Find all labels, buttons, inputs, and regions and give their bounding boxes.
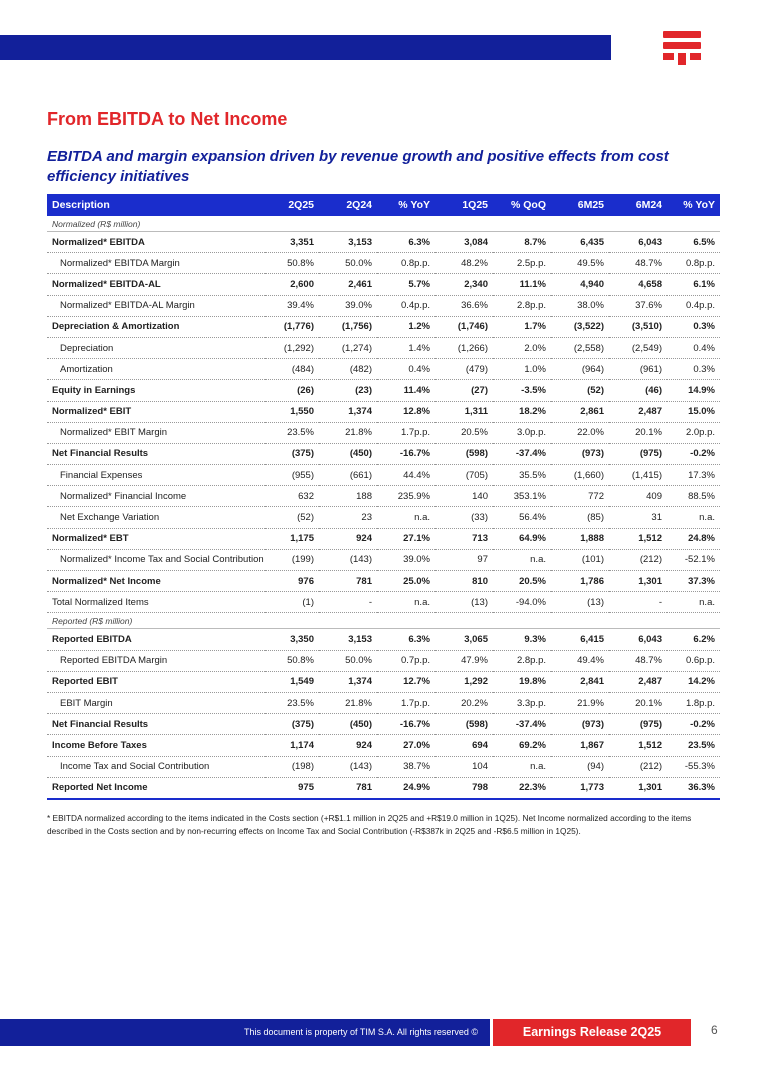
footnote: * EBITDA normalized according to the items indicated in the Costs section (+R$1.1 million in 2Q25 and +R$19.0 million in 1Q25). Net Income normalized according to the items described in the Costs section and by non-recurring effects on Income Tax and Social Contribution (-R$387k in 2Q25 and -R$6.5 million in 1Q25).: [47, 813, 692, 836]
table-cell: 37.3%: [667, 571, 720, 592]
table-cell: 12.7%: [377, 671, 435, 692]
table-cell: (198): [265, 756, 319, 777]
table-cell: (3,510): [609, 316, 667, 337]
table-cell: (1,292): [265, 337, 319, 358]
table-cell: 69.2%: [493, 735, 551, 756]
table-row: [47, 571, 720, 592]
table-cell: (705): [435, 465, 493, 486]
table-cell: 3,351: [265, 232, 319, 253]
table-cell: 1.8p.p.: [667, 692, 720, 713]
table-row: [47, 756, 720, 777]
table-cell: 27.0%: [377, 735, 435, 756]
table-cell: 924: [319, 528, 377, 549]
row-label: Income Before Taxes: [47, 735, 265, 756]
row-label: Normalized* Financial Income: [47, 486, 265, 507]
table-row: [47, 714, 720, 735]
table-cell: 0.7p.p.: [377, 650, 435, 671]
table-cell: 5.7%: [377, 274, 435, 295]
table-cell: (94): [551, 756, 609, 777]
table-cell: 39.0%: [377, 549, 435, 570]
table-row: [47, 232, 720, 253]
table-cell: 924: [319, 735, 377, 756]
column-header: 2Q25: [265, 194, 319, 216]
table-row: [47, 507, 720, 528]
table-cell: 18.2%: [493, 401, 551, 422]
table-cell: 15.0%: [667, 401, 720, 422]
row-label: EBIT Margin: [47, 692, 265, 713]
table-cell: 1,301: [609, 571, 667, 592]
table-cell: 0.3%: [667, 316, 720, 337]
table-cell: (1,415): [609, 465, 667, 486]
table-cell: 49.4%: [551, 650, 609, 671]
table-cell: 38.7%: [377, 756, 435, 777]
row-label: Normalized* Income Tax and Social Contribution: [47, 549, 265, 570]
table-cell: 35.5%: [493, 465, 551, 486]
row-label: Normalized* EBT: [47, 528, 265, 549]
row-label: Normalized* EBITDA-AL: [47, 274, 265, 295]
table-cell: (964): [551, 359, 609, 380]
table-cell: 22.0%: [551, 422, 609, 443]
footer-banner: [0, 1019, 490, 1046]
table-row: [47, 671, 720, 692]
table-row: [47, 274, 720, 295]
table-cell: 25.0%: [377, 571, 435, 592]
table-cell: (482): [319, 359, 377, 380]
table-cell: (23): [319, 380, 377, 401]
table-cell: 3,350: [265, 629, 319, 650]
table-cell: n.a.: [493, 549, 551, 570]
table-cell: -3.5%: [493, 380, 551, 401]
copyright-notice: This document is property of TIM S.A. All rights reserved ©: [243, 1027, 478, 1037]
table-row: [47, 650, 720, 671]
table-cell: 1,549: [265, 671, 319, 692]
table-row: [47, 401, 720, 422]
table-row: [47, 295, 720, 316]
row-label: Normalized* EBIT: [47, 401, 265, 422]
table-row: [47, 528, 720, 549]
row-label: Reported EBIT: [47, 671, 265, 692]
table-cell: (1,776): [265, 316, 319, 337]
row-label: Depreciation: [47, 337, 265, 358]
table-cell: 21.8%: [319, 422, 377, 443]
table-cell: 1,786: [551, 571, 609, 592]
table-cell: 3,065: [435, 629, 493, 650]
table-cell: 47.9%: [435, 650, 493, 671]
table-cell: 31: [609, 507, 667, 528]
table-cell: n.a.: [377, 507, 435, 528]
table-cell: 1,867: [551, 735, 609, 756]
table-cell: 6.3%: [377, 629, 435, 650]
table-cell: -37.4%: [493, 714, 551, 735]
table-cell: (143): [319, 549, 377, 570]
table-cell: (1,756): [319, 316, 377, 337]
row-label: Amortization: [47, 359, 265, 380]
table-cell: 810: [435, 571, 493, 592]
table-cell: (52): [265, 507, 319, 528]
table-cell: (375): [265, 714, 319, 735]
table-cell: n.a.: [493, 756, 551, 777]
table-cell: (598): [435, 714, 493, 735]
row-label: Normalized* EBIT Margin: [47, 422, 265, 443]
column-header: 2Q24: [319, 194, 377, 216]
table-cell: 88.5%: [667, 486, 720, 507]
table-cell: 0.6p.p.: [667, 650, 720, 671]
table-cell: 1,512: [609, 528, 667, 549]
table-row: [47, 629, 720, 650]
table-cell: (975): [609, 443, 667, 464]
row-label: Normalized* EBITDA Margin: [47, 253, 265, 274]
table-cell: 14.2%: [667, 671, 720, 692]
table-cell: (143): [319, 756, 377, 777]
row-label: Normalized* EBITDA-AL Margin: [47, 295, 265, 316]
table-cell: 1.7p.p.: [377, 422, 435, 443]
table-row: [47, 443, 720, 464]
table-row: [47, 486, 720, 507]
table-cell: -52.1%: [667, 549, 720, 570]
table-row: [47, 549, 720, 570]
row-label: Financial Expenses: [47, 465, 265, 486]
row-label: Income Tax and Social Contribution: [47, 756, 265, 777]
table-cell: 48.2%: [435, 253, 493, 274]
table-cell: 1,311: [435, 401, 493, 422]
table-cell: 20.1%: [609, 422, 667, 443]
table-cell: 64.9%: [493, 528, 551, 549]
table-cell: 1.2%: [377, 316, 435, 337]
table-cell: 3,153: [319, 232, 377, 253]
table-cell: (3,522): [551, 316, 609, 337]
table-cell: 0.8p.p.: [667, 253, 720, 274]
table-row: [47, 692, 720, 713]
table-cell: -16.7%: [377, 714, 435, 735]
table-cell: 20.5%: [435, 422, 493, 443]
table-cell: (13): [551, 592, 609, 613]
column-header: 6M24: [609, 194, 667, 216]
table-cell: 23.5%: [667, 735, 720, 756]
table-cell: (33): [435, 507, 493, 528]
page-subtitle: EBITDA and margin expansion driven by revenue growth and positive effects from cost efficiency initiatives: [47, 148, 669, 185]
table-row: [47, 253, 720, 274]
table-cell: 3.0p.p.: [493, 422, 551, 443]
table-cell: 22.3%: [493, 777, 551, 799]
table-cell: 37.6%: [609, 295, 667, 316]
table-cell: 188: [319, 486, 377, 507]
table-cell: (973): [551, 714, 609, 735]
row-label: Normalized* EBITDA: [47, 232, 265, 253]
table-body: [47, 216, 720, 799]
table-cell: 23.5%: [265, 692, 319, 713]
table-cell: 24.8%: [667, 528, 720, 549]
table-cell: 11.1%: [493, 274, 551, 295]
table-cell: (52): [551, 380, 609, 401]
table-cell: 4,940: [551, 274, 609, 295]
table-cell: 23.5%: [265, 422, 319, 443]
table-cell: 781: [319, 777, 377, 799]
table-row: [47, 777, 720, 799]
table-cell: 140: [435, 486, 493, 507]
table-cell: -0.2%: [667, 443, 720, 464]
page-title: From EBITDA to Net Income: [47, 109, 288, 129]
row-label: Normalized* Net Income: [47, 571, 265, 592]
table-cell: (955): [265, 465, 319, 486]
table-cell: (450): [319, 443, 377, 464]
table-cell: (85): [551, 507, 609, 528]
table-cell: 0.3%: [667, 359, 720, 380]
row-label: Equity in Earnings: [47, 380, 265, 401]
table-cell: 2.0p.p.: [667, 422, 720, 443]
table-cell: 976: [265, 571, 319, 592]
table-header: [47, 194, 720, 216]
table-cell: (1,746): [435, 316, 493, 337]
table-cell: 2,487: [609, 401, 667, 422]
table-cell: 20.5%: [493, 571, 551, 592]
table-cell: 3,153: [319, 629, 377, 650]
table-cell: 50.8%: [265, 253, 319, 274]
section-label: Reported (R$ million): [47, 613, 720, 629]
table-row: [47, 422, 720, 443]
table-row: [47, 465, 720, 486]
table-cell: 6.1%: [667, 274, 720, 295]
table-cell: 409: [609, 486, 667, 507]
table-cell: 0.8p.p.: [377, 253, 435, 274]
table-cell: 2,487: [609, 671, 667, 692]
table-cell: 2,861: [551, 401, 609, 422]
table-cell: (1,274): [319, 337, 377, 358]
table-cell: 1,512: [609, 735, 667, 756]
column-header: Description: [47, 194, 265, 216]
table-cell: 20.1%: [609, 692, 667, 713]
column-header: % QoQ: [493, 194, 551, 216]
table-cell: 50.0%: [319, 650, 377, 671]
table-cell: 0.4p.p.: [667, 295, 720, 316]
table-cell: 1,374: [319, 671, 377, 692]
table-cell: 1,174: [265, 735, 319, 756]
section-label: Normalized (R$ million): [47, 216, 720, 232]
table-cell: (450): [319, 714, 377, 735]
table-cell: -16.7%: [377, 443, 435, 464]
table-row: [47, 359, 720, 380]
table-cell: 1,301: [609, 777, 667, 799]
table-cell: 36.3%: [667, 777, 720, 799]
row-label: Depreciation & Amortization: [47, 316, 265, 337]
table-cell: 2,461: [319, 274, 377, 295]
table-cell: (375): [265, 443, 319, 464]
table-cell: 235.9%: [377, 486, 435, 507]
table-cell: 1,550: [265, 401, 319, 422]
table-cell: (13): [435, 592, 493, 613]
table-cell: 3.3p.p.: [493, 692, 551, 713]
table-cell: 17.3%: [667, 465, 720, 486]
table-cell: 694: [435, 735, 493, 756]
table-cell: (2,549): [609, 337, 667, 358]
table-cell: 781: [319, 571, 377, 592]
table-cell: 2,841: [551, 671, 609, 692]
row-label: Net Financial Results: [47, 714, 265, 735]
table-cell: 19.8%: [493, 671, 551, 692]
table-cell: (661): [319, 465, 377, 486]
table-cell: 48.7%: [609, 650, 667, 671]
top-banner: [0, 35, 611, 60]
row-label: Net Exchange Variation: [47, 507, 265, 528]
table-cell: 14.9%: [667, 380, 720, 401]
table-cell: -0.2%: [667, 714, 720, 735]
table-row: [47, 592, 720, 613]
table-cell: -94.0%: [493, 592, 551, 613]
row-label: Reported Net Income: [47, 777, 265, 799]
table-cell: 632: [265, 486, 319, 507]
table-cell: 6.3%: [377, 232, 435, 253]
table-cell: 1,292: [435, 671, 493, 692]
table-cell: 44.4%: [377, 465, 435, 486]
table-cell: 975: [265, 777, 319, 799]
table-cell: 2,340: [435, 274, 493, 295]
table-cell: 3,084: [435, 232, 493, 253]
table-cell: 6,415: [551, 629, 609, 650]
earnings-release-label: Earnings Release 2Q25: [493, 1019, 691, 1046]
table-cell: n.a.: [377, 592, 435, 613]
section-row: [47, 216, 720, 232]
table-cell: (46): [609, 380, 667, 401]
table-cell: 1.7%: [493, 316, 551, 337]
table-row: [47, 337, 720, 358]
table-row: [47, 316, 720, 337]
table-cell: 6,043: [609, 232, 667, 253]
table-cell: (1): [265, 592, 319, 613]
table-cell: 1.0%: [493, 359, 551, 380]
table-cell: (975): [609, 714, 667, 735]
table-cell: (1,266): [435, 337, 493, 358]
table-cell: 2.0%: [493, 337, 551, 358]
table-cell: 50.0%: [319, 253, 377, 274]
table-cell: (961): [609, 359, 667, 380]
table-cell: 353.1%: [493, 486, 551, 507]
section-row: [47, 613, 720, 629]
table-cell: -55.3%: [667, 756, 720, 777]
table-cell: 1,175: [265, 528, 319, 549]
column-header: % YoY: [667, 194, 720, 216]
table-cell: 2.8p.p.: [493, 650, 551, 671]
table-cell: 8.7%: [493, 232, 551, 253]
table-cell: (212): [609, 549, 667, 570]
table-cell: (2,558): [551, 337, 609, 358]
page-number: 6: [711, 1023, 718, 1037]
table-cell: 2,600: [265, 274, 319, 295]
table-cell: n.a.: [667, 507, 720, 528]
row-label: Reported EBITDA Margin: [47, 650, 265, 671]
table-cell: 772: [551, 486, 609, 507]
table-cell: (101): [551, 549, 609, 570]
column-header: 1Q25: [435, 194, 493, 216]
table-cell: 20.2%: [435, 692, 493, 713]
table-cell: n.a.: [667, 592, 720, 613]
column-header: 6M25: [551, 194, 609, 216]
table-cell: 6,043: [609, 629, 667, 650]
table-cell: (598): [435, 443, 493, 464]
column-header: % YoY: [377, 194, 435, 216]
table-cell: 2.5p.p.: [493, 253, 551, 274]
table-cell: -: [609, 592, 667, 613]
table-cell: (484): [265, 359, 319, 380]
table-row: [47, 380, 720, 401]
table-cell: 104: [435, 756, 493, 777]
table-cell: 23: [319, 507, 377, 528]
table-cell: 798: [435, 777, 493, 799]
table-cell: 27.1%: [377, 528, 435, 549]
table-cell: 1.4%: [377, 337, 435, 358]
table-cell: 11.4%: [377, 380, 435, 401]
table-cell: 0.4%: [377, 359, 435, 380]
table-cell: 6.5%: [667, 232, 720, 253]
table-cell: (212): [609, 756, 667, 777]
row-label: Total Normalized Items: [47, 592, 265, 613]
table-cell: 1,773: [551, 777, 609, 799]
table-cell: 1,888: [551, 528, 609, 549]
table-cell: -37.4%: [493, 443, 551, 464]
row-label: Net Financial Results: [47, 443, 265, 464]
table-cell: 39.0%: [319, 295, 377, 316]
table-cell: 9.3%: [493, 629, 551, 650]
table-cell: 2.8p.p.: [493, 295, 551, 316]
table-cell: 6,435: [551, 232, 609, 253]
row-label: Reported EBITDA: [47, 629, 265, 650]
table-cell: 50.8%: [265, 650, 319, 671]
table-cell: (199): [265, 549, 319, 570]
table-cell: 38.0%: [551, 295, 609, 316]
table-cell: 1,374: [319, 401, 377, 422]
table-cell: 6.2%: [667, 629, 720, 650]
table-cell: 21.9%: [551, 692, 609, 713]
table-cell: 0.4p.p.: [377, 295, 435, 316]
table-cell: 4,658: [609, 274, 667, 295]
table-cell: 12.8%: [377, 401, 435, 422]
table-cell: 97: [435, 549, 493, 570]
table-cell: (479): [435, 359, 493, 380]
table-cell: 0.4%: [667, 337, 720, 358]
table-cell: 21.8%: [319, 692, 377, 713]
table-row: [47, 735, 720, 756]
table-cell: 48.7%: [609, 253, 667, 274]
table-cell: 56.4%: [493, 507, 551, 528]
table-cell: 36.6%: [435, 295, 493, 316]
table-cell: (973): [551, 443, 609, 464]
table-cell: 713: [435, 528, 493, 549]
table-cell: (26): [265, 380, 319, 401]
tim-logo: [663, 31, 701, 65]
table-cell: 1.7p.p.: [377, 692, 435, 713]
table-cell: (1,660): [551, 465, 609, 486]
table-cell: 24.9%: [377, 777, 435, 799]
table-cell: (27): [435, 380, 493, 401]
table-cell: 49.5%: [551, 253, 609, 274]
table-cell: 39.4%: [265, 295, 319, 316]
table-cell: -: [319, 592, 377, 613]
financial-table: [47, 194, 720, 800]
